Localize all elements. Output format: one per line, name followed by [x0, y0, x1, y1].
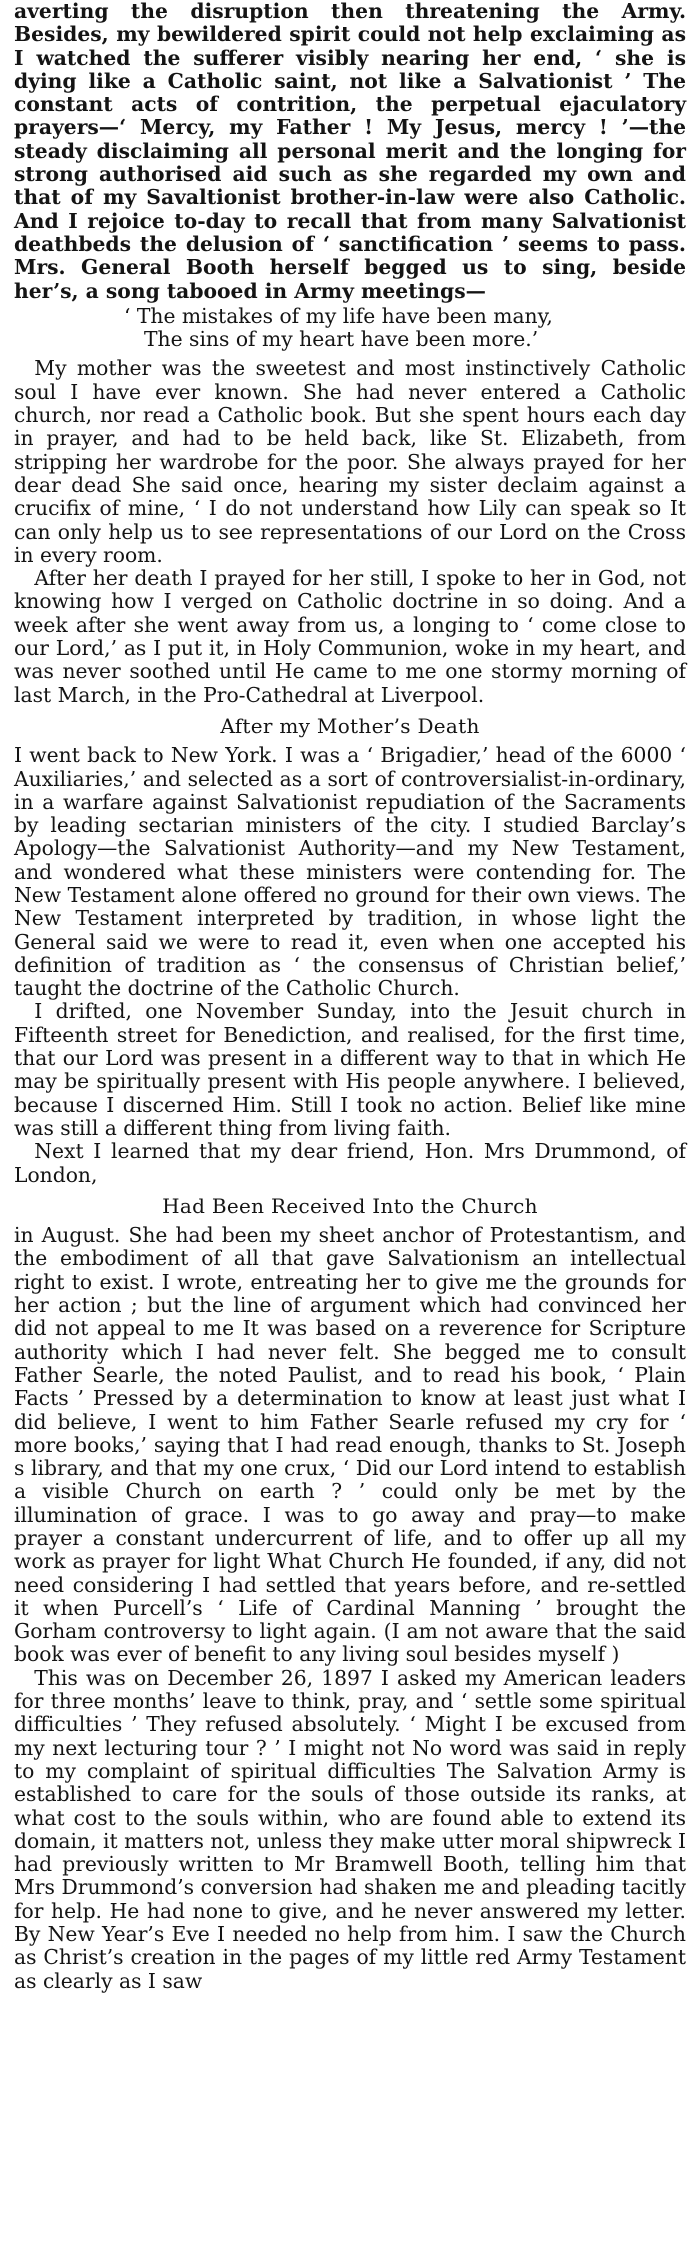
paragraph-mrs-drummond: Next I learned that my dear friend, Hon. Mrs Drummond, of London, [14, 1139, 686, 1187]
verse-line: The sins of my heart have been more.’ [144, 327, 539, 352]
paragraph-benediction: I drifted, one November Sunday, into the Jesuit church in Fifteenth street for Benediction, and realised, for the first time, that our Lord was present in a different way to that in which He may be spiritually present with His people anywhere. I believed, because I discerned Him. Still I took no action. Belief like mine was still a different thing from living faith. [14, 999, 686, 1140]
paragraph-august: in August. She had been my sheet anchor of Protestantism, and the embodiment of all that gave Salvationism an intellectual right to exist. I wrote, entreating her to give me the grounds for her action ; but the line of argument which had convinced her did not appeal to me It was based on a reverence for Scripture authority which I had never felt. She begged me to consult Father Searle, the noted Paulist, and to read his book, ‘ Plain Facts ’ Pressed by a determination to know at least just what I did believe, I went to him Father Searle refused my cry for ‘ more books,’ saying that I had read enough, thanks to St. Joseph s library, and that my one crux, ‘ Did our Lord intend to establish a visible Church on earth ? ’ could only be met by the illumination of grace. I was to go away and pray—to make prayer a constant undercurrent of life, and to offer up all my work as prayer for light What Church He founded, if any, did not need considering I had settled that years before, and re-settled it when Purcell’s ‘ Life of Cardinal Manning ’ brought the Gorham controversy to light again. (I am not aware that the said book was ever of benefit to any living soul besides myself ) [14, 1223, 686, 1667]
subheading: Had Been Received Into the Church [162, 1193, 538, 1218]
paragraph-deathbed: averting the disruption then threatening the Army. Besides, my bewildered spirit could not help exclaiming as I watched the sufferer visibly nearing her end, ‘ she is dying like a Catholic saint, not like a Salvationist ’ The constant acts of contrition, the perpetual ejaculatory prayers—‘ Mercy, my Father ! My Jesus, mercy ! ’—the steady disclaiming all personal merit and the longing for strong authorised aid such as she regarded my own and that of my Savaltionist brother-in-law were also Catholic. And I rejoice to-day to recall that from many Salvationist deathbeds the delusion of ‘ sanctification ’ seems to pass. Mrs. General Booth herself begged us to sing, beside her’s, a song tabooed in Army meetings— [14, 0, 686, 303]
subheading: After my Mother’s Death [220, 713, 480, 738]
paragraph-after-death: After her death I prayed for her still, I spoke to her in God, not knowing how I verged on Catholic doctrine in so doing. And a week after she went away from us, a longing to ‘ come close to our Lord,’ as I put it, in Holy Communion, woke in my heart, and was never soothed until He came to me one stormy morning of last March, in the Pro-Cathedral at Liverpool. [14, 566, 686, 707]
hymn-verse [14, 305, 686, 352]
paragraph-new-york: I went back to New York. I was a ‘ Brigadier,’ head of the 6000 ‘ Auxiliaries,’ and selected as a sort of controversialist-in-ordinary, in a warfare against Salvationist repudiation of the Sacraments by leading sectarian ministers of the city. I studied Barclay’s Apology—the Salvationist Authority—and my New Testament, and wondered what these ministers were contending for. The New Testament alone offered no ground for their own views. The New Testament interpreted by tradition, in whose light the General said we were to read it, even when one accepted his definition of tradition as ‘ the consensus of Christian belief,’ taught the doctrine of the Catholic Church. [14, 743, 686, 1001]
paragraph-mother: My mother was the sweetest and most instinctively Catholic soul I have ever known. She had never entered a Catholic church, nor read a Catholic book. But she spent hours each day in prayer, and had to be held back, like St. Elizabeth, from stripping her wardrobe for the poor. She always prayed for her dear dead She said once, hearing my sister declaim against a crucifix of mine, ‘ I do not understand how Lily can speak so It can only help us to see representations of our Lord on the Cross in every room. [14, 356, 686, 567]
paragraph-december: This was on December 26, 1897 I asked my American leaders for three months’ leave to think, pray, and ‘ settle some spiritual difficulties ’ They refused absolutely. ‘ Might I be excused from my next lecturing tour ? ’ I might not No word was said in reply to my complaint of spiritual difficulties The Salvation Army is established to care for the souls of those outside its ranks, at what cost to the souls within, who are found able to extend its domain, it matters not, unless they make utter moral shipwreck I had previously written to Mr Bramwell Booth, telling him that Mrs Drummond’s conversion had shaken me and pleading tacitly for help. He had none to give, and he never answered my letter. By New Year’s Eve I needed no help from him. I saw the Church as Christ’s creation in the pages of my little red Army Testament as clearly as I saw [14, 1665, 686, 1993]
verse-line: ‘ The mistakes of my life have been many, [124, 303, 553, 328]
